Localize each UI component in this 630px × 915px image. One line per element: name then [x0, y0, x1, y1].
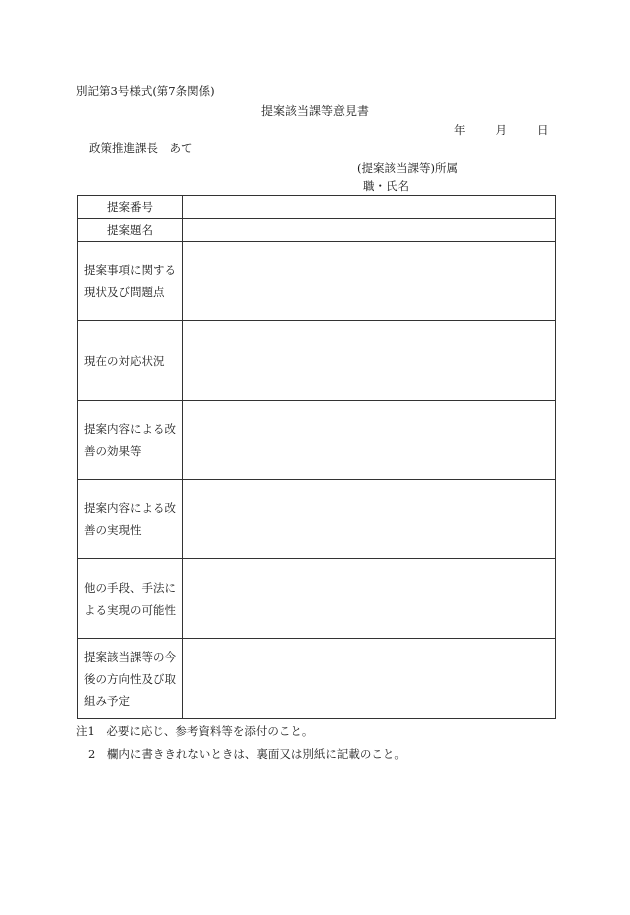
note-2: 2 欄内に書ききれないときは、裏面又は別紙に記載のこと。 [88, 747, 406, 761]
table-row [78, 401, 556, 480]
date-year: 年 [454, 123, 466, 137]
table-row [78, 196, 556, 219]
table-row [78, 480, 556, 559]
table-row [78, 242, 556, 321]
current-status-field[interactable] [183, 242, 556, 321]
feasibility-field[interactable] [183, 480, 556, 559]
current-response-field[interactable] [183, 321, 556, 401]
table-row [78, 639, 556, 719]
row-label-alternatives: 他の手段、手法による実現の可能性 [78, 559, 183, 639]
proposal-number-field[interactable] [183, 196, 556, 219]
proposal-title-field[interactable] [183, 219, 556, 242]
row-label-future-direction: 提案該当課等の今後の方向性及び取組み予定 [78, 639, 183, 719]
date-month: 月 [495, 123, 507, 137]
row-label-improvement-effect: 提案内容による改善の効果等 [78, 401, 183, 480]
date-line [454, 122, 549, 138]
position-name-label: 職・氏名 [363, 179, 409, 193]
row-label-feasibility: 提案内容による改善の実現性 [78, 480, 183, 559]
table-row [78, 321, 556, 401]
note-1: 注1 必要に応じ、参考資料等を添付のこと。 [76, 724, 314, 738]
affiliation-label: (提案該当課等)所属 [357, 161, 458, 175]
table-row [78, 219, 556, 242]
future-direction-field[interactable] [183, 639, 556, 719]
addressee: 政策推進課長 あて [89, 141, 193, 155]
row-label-current-status: 提案事項に関する現状及び問題点 [78, 242, 183, 321]
improvement-effect-field[interactable] [183, 401, 556, 480]
date-day: 日 [537, 123, 549, 137]
row-label-current-response: 現在の対応状況 [78, 321, 183, 401]
opinion-form-table [77, 195, 556, 719]
form-number-label: 別記第3号様式(第7条関係) [76, 84, 215, 98]
alternatives-field[interactable] [183, 559, 556, 639]
row-label-proposal-number: 提案番号 [78, 196, 183, 219]
table-row [78, 559, 556, 639]
document-title: 提案該当課等意見書 [260, 104, 369, 118]
row-label-proposal-title: 提案題名 [78, 219, 183, 242]
